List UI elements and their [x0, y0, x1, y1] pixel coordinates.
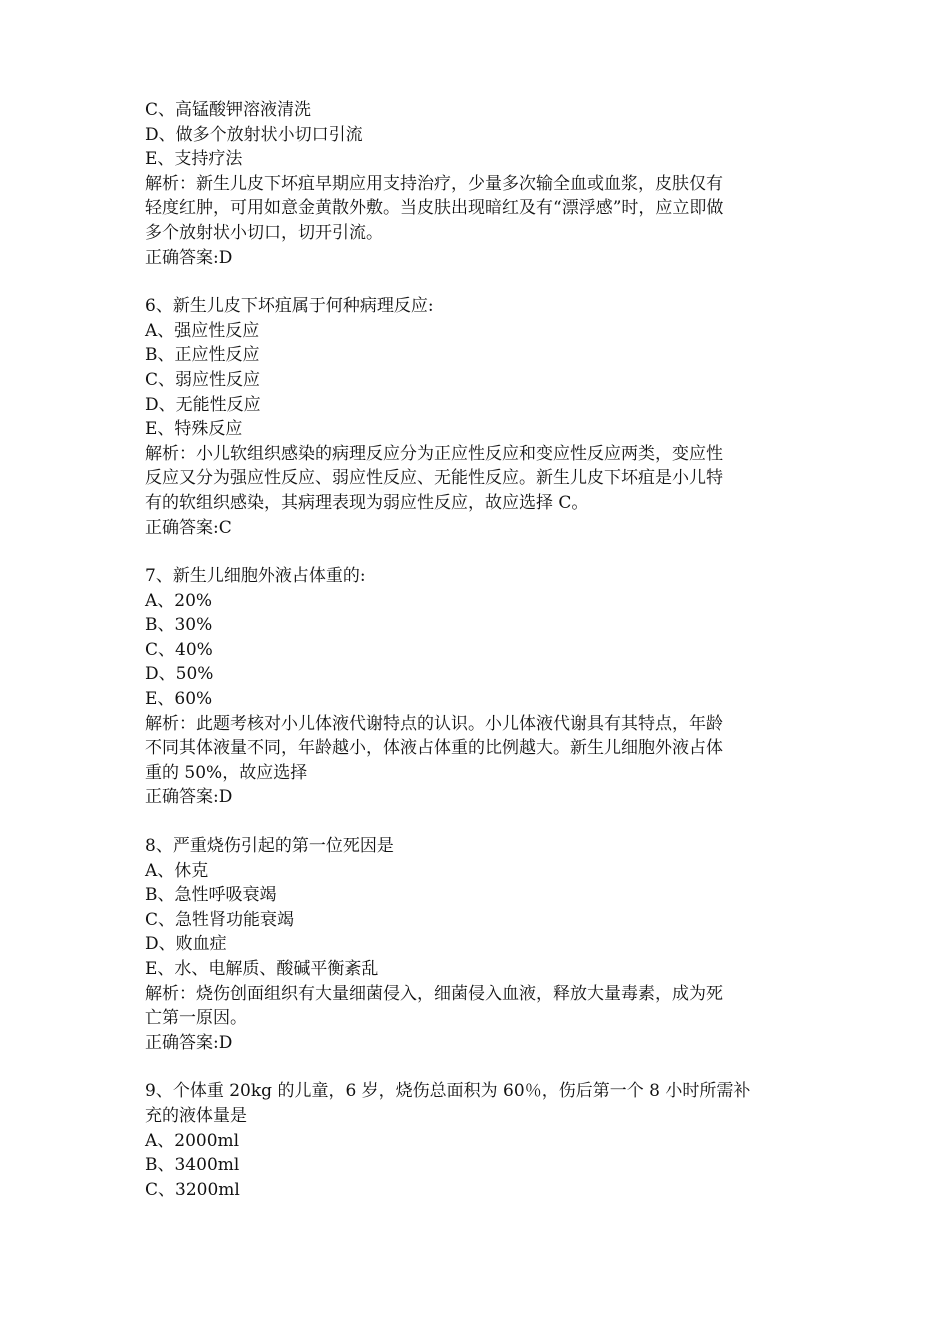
document-page	[145, 98, 805, 1202]
analysis-line: 亡第一原因。	[145, 1008, 247, 1029]
question-stem: 6、新生儿皮下坏疽属于何种病理反应:	[145, 296, 434, 317]
option-e: E、支持疗法	[145, 149, 243, 170]
analysis-line: 解析：小儿软组织感染的病理反应分为正应性反应和变应性反应两类，变应性	[145, 443, 723, 464]
analysis-line: 重的 50%，故应选择	[145, 762, 308, 783]
correct-answer: 正确答案:D	[145, 1032, 233, 1053]
correct-answer: 正确答案:D	[145, 787, 233, 808]
question-stem: 7、新生儿细胞外液占体重的:	[145, 566, 366, 587]
option-c: C、弱应性反应	[145, 369, 261, 390]
option-d: D、败血症	[145, 934, 227, 955]
option-d: D、做多个放射状小切口引流	[145, 124, 363, 145]
question-7	[145, 564, 805, 810]
option-b: B、正应性反应	[145, 345, 260, 366]
question-8	[145, 834, 805, 1055]
option-b: B、急性呼吸衰竭	[145, 885, 277, 906]
option-b: B、30%	[145, 615, 213, 636]
option-e: E、水、电解质、酸碱平衡紊乱	[145, 959, 379, 979]
analysis-line: 多个放射状小切口，切开引流。	[145, 222, 383, 243]
correct-answer: 正确答案:C	[145, 517, 232, 538]
question-6	[145, 294, 805, 540]
option-c: C、急牲肾功能衰竭	[145, 909, 295, 930]
option-c: C、3200ml	[145, 1179, 240, 1200]
option-c: C、高锰酸钾溶液清洗	[145, 100, 312, 120]
analysis-line: 解析：烧伤创面组织有大量细菌侵入，细菌侵入血液，释放大量毒素，成为死	[145, 983, 723, 1004]
analysis-line: 有的软组织感染，其病理表现为弱应性反应，故应选择 C。	[145, 492, 589, 513]
analysis-line: 轻度红肿，可用如意金黄散外敷。当皮肤出现暗红及有“漂浮感”时，应立即做	[145, 198, 724, 219]
question-5-continuation	[145, 98, 805, 270]
option-a: A、20%	[145, 590, 213, 611]
option-a: A、2000ml	[145, 1130, 240, 1151]
correct-answer: 正确答案:D	[145, 247, 233, 268]
option-c: C、40%	[145, 639, 213, 660]
analysis-line: 解析：新生儿皮下坏疽早期应用支持治疗，少量多次输全血或血浆，皮肤仅有	[145, 173, 723, 194]
option-a: A、强应性反应	[145, 320, 260, 341]
option-b: B、3400ml	[145, 1155, 240, 1176]
analysis-line: 反应又分为强应性反应、弱应性反应、无能性反应。新生儿皮下坏疽是小儿特	[145, 468, 723, 489]
analysis-line: 解析：此题考核对小儿体液代谢特点的认识。小儿体液代谢具有其特点，年龄	[145, 713, 723, 734]
option-a: A、休克	[145, 860, 209, 881]
option-e: E、特殊反应	[145, 419, 243, 440]
option-e: E、60%	[145, 689, 213, 710]
option-d: D、无能性反应	[145, 394, 261, 415]
question-stem: 9、个体重 20kg 的儿童，6 岁，烧伤总面积为 60％，伤后第一个 8 小时所需补	[145, 1081, 751, 1102]
analysis-line: 不同其体液量不同，年龄越小，体液占体重的比例越大。新生儿细胞外液占体	[145, 738, 723, 759]
question-stem: 充的液体量是	[145, 1105, 247, 1126]
question-9	[145, 1079, 805, 1202]
option-d: D、50%	[145, 664, 214, 685]
question-stem: 8、严重烧伤引起的第一位死因是	[145, 836, 394, 857]
